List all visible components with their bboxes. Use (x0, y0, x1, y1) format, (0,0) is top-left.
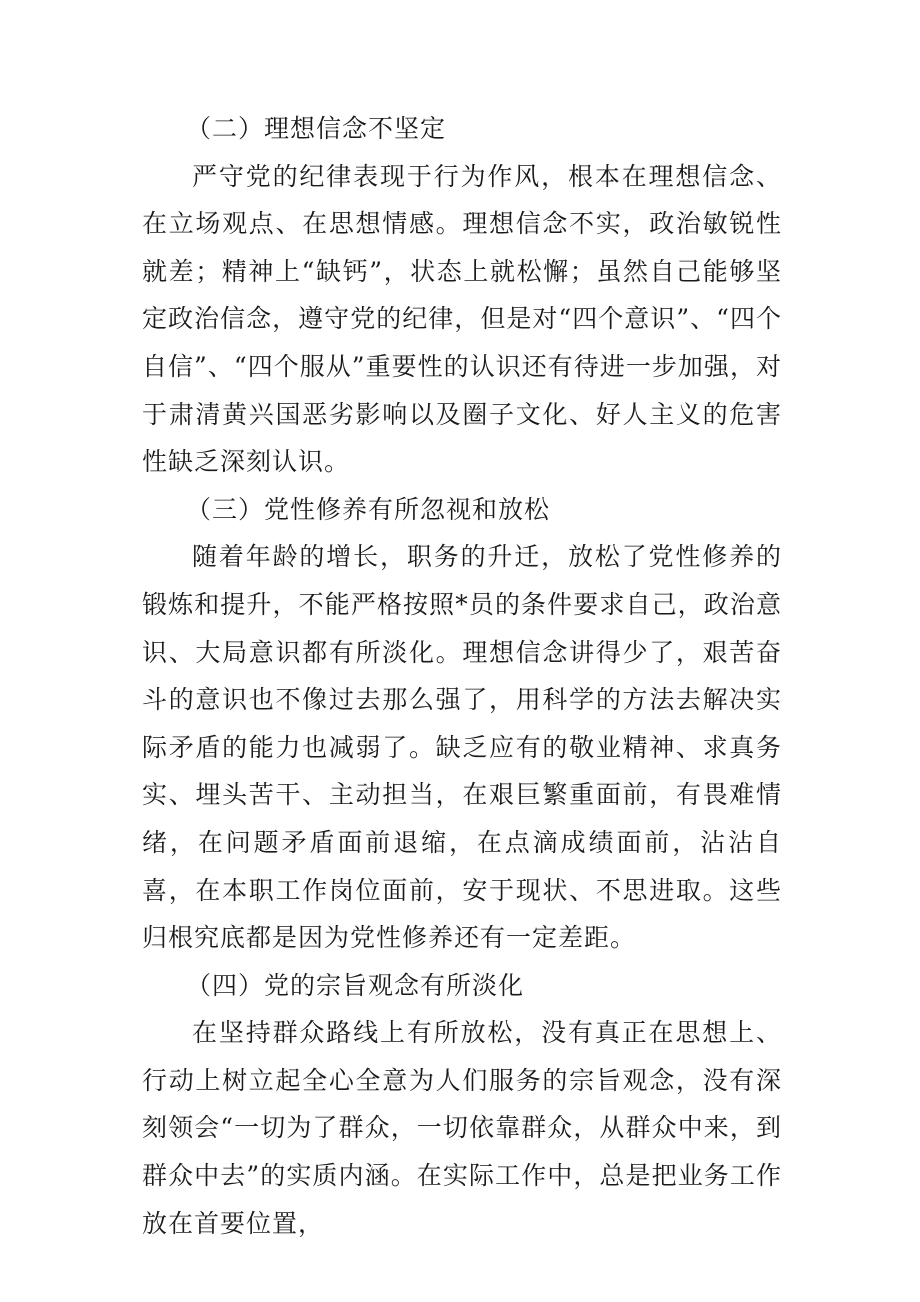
section-heading-3: （三）党性修养有所忽视和放松 (186, 494, 551, 524)
section-paragraph-2: 严守党的纪律表现于行为作风，根本在理想信念、在立场观点、在思想情感。理想信念不实，政治敏锐性就差；精神上“缺钙”，状态上就松懈；虽然自己能够坚定政治信念，遵守党的纪律，但是对“四个意识”、“四个自信”、“四个服从”重要性的认识还有待进一步加强，对于肃清黄兴国恶劣影响以及圈子文化、好人主义的危害性缺乏深刻认识。 (142, 161, 782, 477)
document-body (142, 105, 782, 1247)
section-paragraph-4: 在坚持群众路线上有所放松，没有真正在思想上、行动上树立起全心全意为人们服务的宗旨观念，没有深刻领会“一切为了群众，一切依靠群众，从群众中来，到群众中去”的实质内涵。在实际工作中，总是把业务工作放在首要位置， (142, 1018, 782, 1238)
section-heading-2: （二）理想信念不坚定 (186, 114, 447, 143)
section-paragraph-3: 随着年龄的增长，职务的升迁，放松了党性修养的锻炼和提升，不能严格按照*员的条件要求自己，政治意识、大局意识都有所淡化。理想信念讲得少了，艰苦奋斗的意识也不像过去那么强了，用科学的方法去解决实际矛盾的能力也减弱了。缺乏应有的敬业精神、求真务实、埋头苦干、主动担当，在艰巨繁重面前，有畏难情绪，在问题矛盾面前退缩，在点滴成绩面前，沾沾自喜，在本职工作岗位面前，安于现状、不思进取。这些归根究底都是因为党性修养还有一定差距。 (142, 542, 782, 953)
section-heading-4: （四）党的宗旨观念有所淡化 (186, 970, 525, 1000)
